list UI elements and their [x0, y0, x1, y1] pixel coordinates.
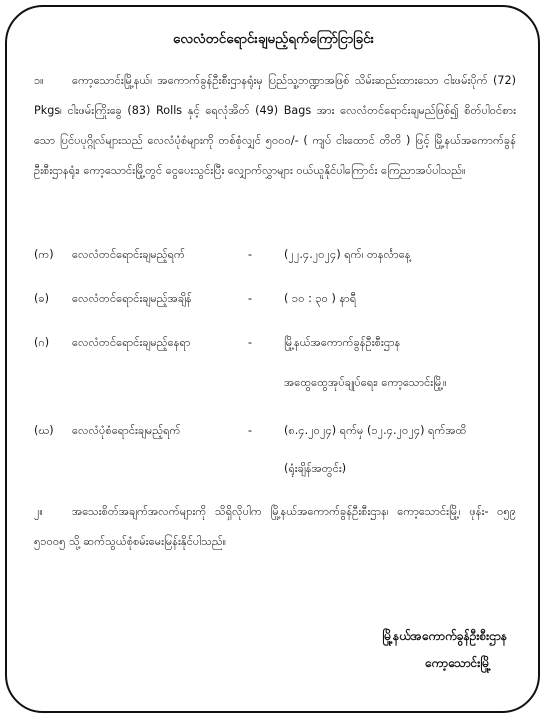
detail-row-time [34, 292, 524, 314]
paragraph-1 [34, 66, 516, 186]
detail-label: လေလံတင်ရောင်းချမည့်အချိန် [72, 292, 192, 305]
announcement-title: လေလံတင်ရောင်းချမည့်ရက်ကြော်ငြာခြင်း [173, 31, 374, 47]
paragraph-1-text: ကော့သောင်းမြို့နယ်၊ အကောက်ခွန်ဦးစီးဌာနရုံးမှ ပြည်သူ့ဘဏ္ဍာအဖြစ် သိမ်းဆည်းထားသော ငါးဖမ်းပိုက် (72) Pkgs၊ ငါးဖမ်းကြိုးခွေ (83) Rolls နှင့် ရေလုံအိတ် (49) Bags အား လေလံတင်ရောင်းချမည်ဖြစ်၍ စိတ်ပါဝင်စားသော ပြင်ပပုဂ္ဂိုလ်များသည် လေလံပုံစံများကို တစ်စုံလျှင် ၅၀၀၀/- ( ကျပ် ငါးထောင် တိတိ ) ဖြင့် မြို့နယ်အကောက်ခွန်ဦးစီးဌာနရုံး၊ ကော့သောင်းမြို့တွင် ငွေပေးသွင်းပြီး လျှောက်လွှာများ ဝယ်ယူနိုင်ပါကြောင်း ကြေညာအပ်ပါသည်။ [34, 74, 516, 177]
paragraph-1-number: ၁။ [34, 74, 44, 87]
detail-value: မြို့နယ်အကောက်ခွန်ဦးစီးဌာန [284, 336, 401, 349]
detail-dash: - [248, 248, 253, 261]
detail-dash: - [248, 336, 253, 349]
detail-index: (က) [34, 248, 54, 261]
signature-office: မြို့နယ်အကောက်ခွန်ဦးစီးဌာန [382, 629, 507, 643]
detail-location-continuation: အထွေထွေအုပ်ချုပ်ရေး၊ ကော့သောင်းမြို့။ [284, 376, 447, 389]
detail-index: (ဃ) [34, 424, 54, 437]
detail-label: လေလံတင်ရောင်းချမည့်ရက် [72, 248, 185, 261]
paragraph-2-text: အသေးစိတ်အချက်အလက်များကို သိရှိလိုပါက မြို့နယ်အကောက်ခွန်ဦးစီးဌာန၊ ကော့သောင်းမြို့၊ ဖုန်း- ၀၅၉ ၅၁၀၀၅ သို့ ဆက်သွယ်စုံစမ်းမေးမြန်းနိုင်ပါသည်။ [34, 505, 516, 548]
detail-index: (ဂ) [34, 336, 50, 349]
paragraph-2-number: ၂။ [34, 505, 43, 518]
detail-row-form-sale-dates [34, 424, 524, 446]
detail-dash: - [248, 292, 253, 305]
detail-index: (ခ) [34, 292, 50, 305]
detail-value: ( ၁၀ : ၃၀ ) နာရီ [284, 292, 357, 305]
detail-row-location [34, 336, 524, 358]
detail-value: (၂၂.၄.၂၀၂၄) ရက်၊ တနင်္လာနေ့ [284, 248, 411, 261]
paragraph-2 [34, 497, 516, 557]
detail-form-sale-continuation: (ရုံးချိန်အတွင်း) [284, 462, 347, 475]
detail-label: လေလံတင်ရောင်းချမည့်နေရာ [72, 336, 191, 349]
detail-label: လေလံပုံစံရောင်းချမည့်ရက် [72, 424, 181, 437]
detail-dash: - [248, 424, 253, 437]
detail-row-date [34, 248, 524, 270]
detail-value: (၈.၄.၂၀၂၄) ရက်မှ (၁၂.၄.၂၀၂၄) ရက်အထိ [284, 424, 467, 437]
signature-town: ကော့သောင်းမြို့ [424, 656, 491, 670]
